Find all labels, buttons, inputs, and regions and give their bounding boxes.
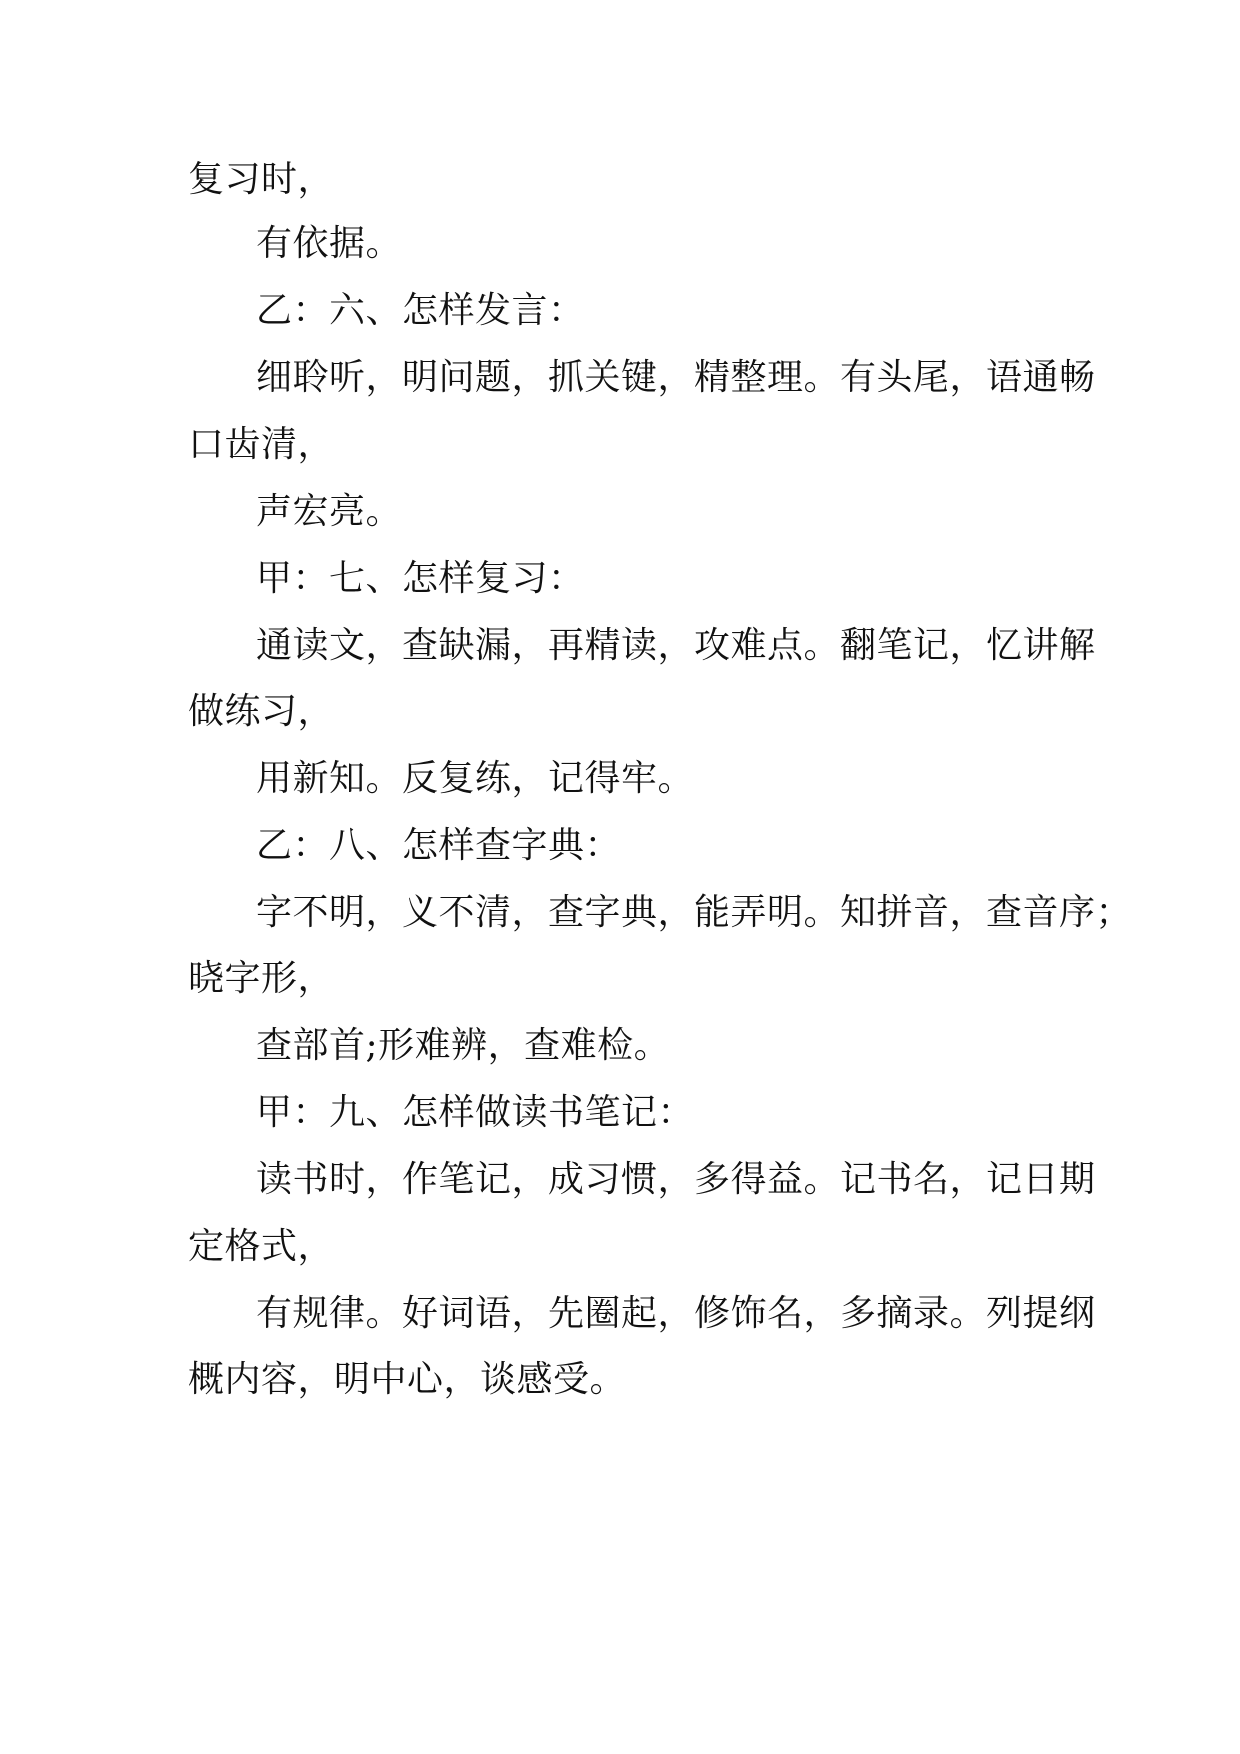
text-line: 用新知。反复练，记得牢。 <box>256 758 695 799</box>
speaker-heading: 乙：八、怎样查字典： <box>256 825 622 866</box>
speaker-heading: 甲：九、怎样做读书笔记： <box>256 1092 695 1133</box>
text-line: 有规律。好词语，先圈起，修饰名，多摘录。列提纲 <box>256 1293 1096 1334</box>
speaker-heading: 甲：七、怎样复习： <box>256 558 585 599</box>
text-line: 定格式， <box>188 1226 335 1267</box>
text-line: 字不明，义不清，查字典，能弄明。知拼音，查音序； <box>256 892 1133 933</box>
text-line: 查部首;形难辨，查难检。 <box>256 1025 671 1066</box>
text-line: 晓字形， <box>188 958 335 999</box>
text-line: 复习时， <box>188 159 335 200</box>
text-line: 通读文，查缺漏，再精读，攻难点。翻笔记，忆讲解 <box>256 625 1096 666</box>
text-line: 声宏亮。 <box>256 491 403 532</box>
text-line: 读书时，作笔记，成习惯，多得益。记书名，记日期 <box>256 1159 1096 1200</box>
text-line: 有依据。 <box>256 223 403 264</box>
speaker-heading: 乙：六、怎样发言： <box>256 290 585 331</box>
text-line: 概内容，明中心，谈感受。 <box>188 1359 627 1400</box>
text-line: 做练习， <box>188 691 335 732</box>
text-line: 口齿清， <box>188 424 335 465</box>
text-line: 细聆听，明问题，抓关键，精整理。有头尾，语通畅 <box>256 357 1096 398</box>
